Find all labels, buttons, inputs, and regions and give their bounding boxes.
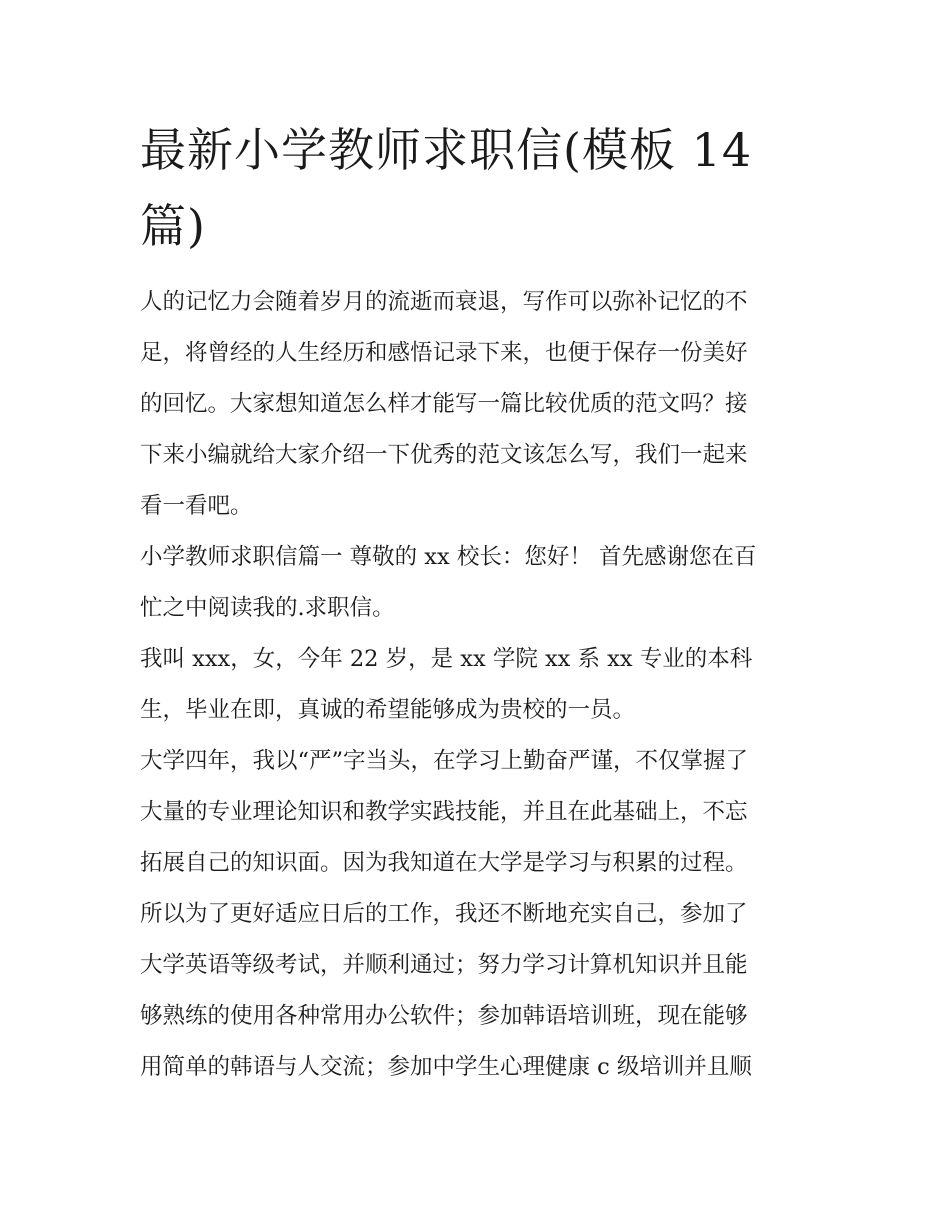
text-line: 的回忆。大家想知道怎么样才能写一篇比较优质的范文吗？接 — [140, 391, 748, 417]
document-body — [140, 277, 830, 1093]
text-line: 大学四年，我以“严”字当头，在学习上勤奋严谨，不仅掌握了 — [140, 748, 749, 774]
title-line: 最新小学教师求职信(模板 14 — [140, 123, 753, 177]
document-title — [140, 112, 820, 264]
text-line: 忙之中阅读我的.求职信。 — [140, 595, 395, 621]
text-line: 生，毕业在即，真诚的希望能够成为贵校的一员。 — [140, 697, 636, 723]
title-line: 篇) — [140, 199, 206, 253]
paragraph-self-introduction — [140, 634, 830, 736]
text-line: 大量的专业理论知识和教学实践技能，并且在此基础上，不忘 — [140, 799, 748, 825]
paragraph-greeting — [140, 532, 830, 634]
text-line: 足，将曾经的人生经历和感悟记录下来，也便于保存一份美好 — [140, 340, 748, 366]
text-line: 我叫 xxx，女，今年 22 岁，是 xx 学院 xx 系 xx 专业的本科 — [140, 646, 753, 672]
paragraph-university-study — [140, 736, 830, 1093]
paragraph-intro — [140, 277, 830, 532]
text-line: 够熟练的使用各种常用办公软件；参加韩语培训班，现在能够 — [140, 1003, 748, 1029]
text-line: 用简单的韩语与人交流；参加中学生心理健康 c 级培训并且顺 — [140, 1054, 752, 1080]
text-line: 大学英语等级考试，并顺利通过；努力学习计算机知识并且能 — [140, 952, 748, 978]
text-line: 所以为了更好适应日后的工作，我还不断地充实自己，参加了 — [140, 901, 748, 927]
text-line: 看一看吧。 — [140, 493, 253, 519]
text-line: 拓展自己的知识面。因为我知道在大学是学习与积累的过程。 — [140, 850, 748, 876]
text-line: 下来小编就给大家介绍一下优秀的范文该怎么写，我们一起来 — [140, 442, 748, 468]
text-line: 小学教师求职信篇一 尊敬的 xx 校长：您好！ 首先感谢您在百 — [140, 544, 757, 570]
text-line: 人的记忆力会随着岁月的流逝而衰退，写作可以弥补记忆的不 — [140, 289, 748, 315]
